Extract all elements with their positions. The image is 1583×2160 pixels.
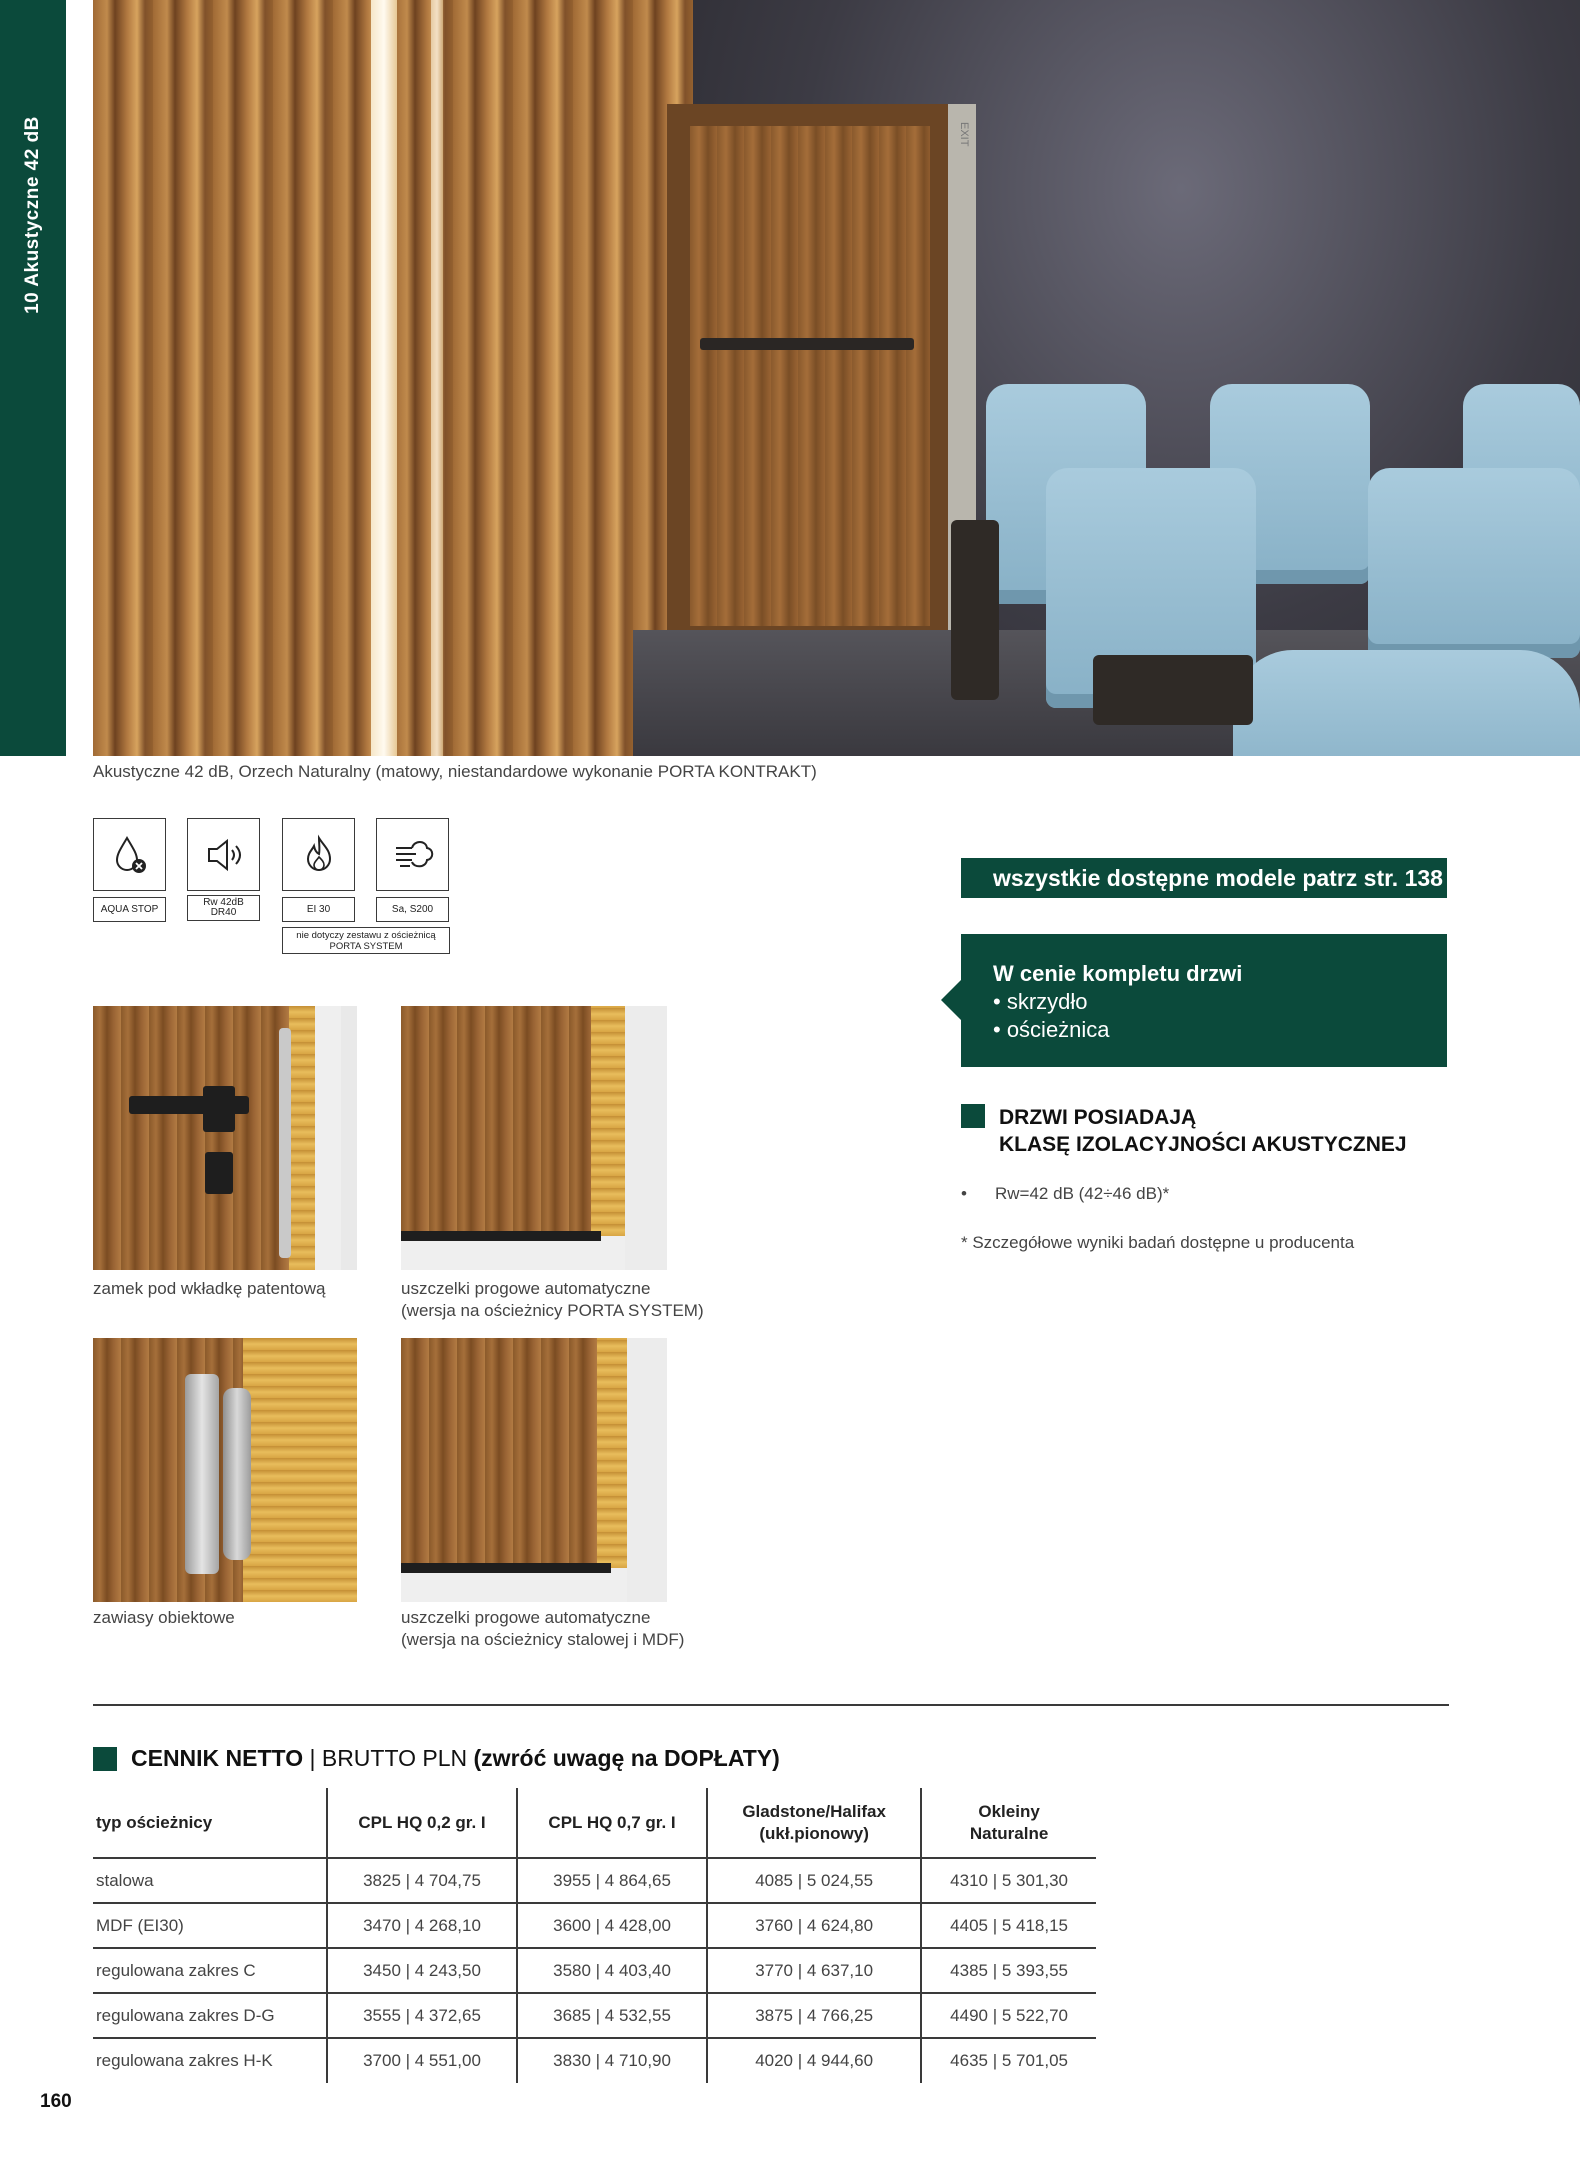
speaker-icon: [187, 818, 260, 891]
exit-sign: EXIT: [958, 122, 970, 147]
section-side-strip: [0, 0, 66, 756]
hinge-photo: [93, 1338, 357, 1602]
table-row: stalowa 3825 | 4 704,75 3955 | 4 864,65 4085 | 5 024,55 4310 | 5 301,30: [93, 1858, 1096, 1903]
column-header: typ ościeżnicy: [93, 1788, 327, 1858]
hero-caption: Akustyczne 42 dB, Orzech Naturalny (matowy, niestandardowe wykonanie PORTA KONTRAKT): [93, 762, 817, 781]
threshold-seal-photo: [401, 1006, 667, 1270]
flame-icon: [282, 818, 355, 891]
panic-bar: [700, 338, 914, 350]
seat: [1368, 468, 1580, 658]
table-row: regulowana zakres C 3450 | 4 243,50 3580 | 4 403,40 3770 | 4 637,10 4385 | 5 393,55: [93, 1948, 1096, 1993]
heading-marker: [93, 1747, 117, 1771]
footnote: * Szczegółowe wyniki badań dostępne u producenta: [961, 1233, 1355, 1252]
hero-photo: [93, 0, 1580, 756]
table-row: regulowana zakres H-K 3700 | 4 551,00 3830 | 4 710,90 4020 | 4 944,60 4635 | 5 701,05: [93, 2038, 1096, 2083]
heading-marker: [961, 1104, 985, 1128]
kit-box: [961, 934, 1447, 1067]
smoke-rating-label: Sa, S200: [376, 897, 449, 922]
fire-rating-label: EI 30: [282, 897, 355, 922]
rw-value: • Rw=42 dB (42÷46 dB)*: [961, 1184, 1170, 1203]
acoustic-title-line1: DRZWI POSIADAJĄ: [999, 1106, 1197, 1129]
acoustic-rating-label: Rw 42dB DR40: [187, 895, 260, 921]
column-header: CPL HQ 0,2 gr. I: [327, 1788, 517, 1858]
column-header: CPL HQ 0,7 gr. I: [517, 1788, 707, 1858]
cylinder-icon: [205, 1152, 233, 1194]
price-table: [93, 1788, 1096, 2083]
detail-caption: zawiasy obiektowe: [93, 1608, 235, 1627]
kit-title: W cenie kompletu drzwi: [993, 961, 1243, 986]
kit-item: • skrzydło: [993, 989, 1088, 1014]
seat: [1233, 650, 1580, 756]
hinge-icon: [185, 1374, 219, 1574]
detail-caption: uszczelki progowe automatyczne (wersja na ościeżnicy stalowej i MDF): [401, 1608, 685, 1649]
detail-caption: uszczelki progowe automatyczne (wersja na ościeżnicy PORTA SYSTEM): [401, 1279, 704, 1320]
table-row: MDF (EI30) 3470 | 4 268,10 3600 | 4 428,00 3760 | 4 624,80 4405 | 5 418,15: [93, 1903, 1096, 1948]
table-header-row: [93, 1788, 1096, 1858]
section-label: 10 Akustyczne 42 dB: [22, 116, 43, 314]
page-number: 160: [40, 2091, 72, 2112]
acoustic-title-line2: KLASĘ IZOLACYJNOŚCI AKUSTYCZNEJ: [999, 1133, 1407, 1156]
features-note: nie dotyczy zestawu z ościeżnicą PORTA SYSTEM: [282, 927, 450, 954]
section-divider: [93, 1704, 1449, 1706]
kit-arrow: [941, 979, 962, 1021]
smoke-icon: [376, 818, 449, 891]
column-header: Gladstone/Halifax (ukł.pionowy): [707, 1788, 921, 1858]
threshold-seal-photo: [401, 1338, 667, 1602]
water-drop-icon: [93, 818, 166, 891]
aqua-stop-label: AQUA STOP: [93, 897, 166, 922]
kit-item: • ościeżnica: [993, 1017, 1110, 1042]
models-banner: wszystkie dostępne modele patrz str. 138: [961, 858, 1447, 898]
column-header: Okleiny Naturalne: [921, 1788, 1096, 1858]
lock-photo: [93, 1006, 357, 1270]
detail-caption: zamek pod wkładkę patentową: [93, 1279, 326, 1298]
table-row: regulowana zakres D-G 3555 | 4 372,65 3685 | 4 532,55 3875 | 4 766,25 4490 | 5 522,70: [93, 1993, 1096, 2038]
hero-door: [690, 126, 930, 626]
